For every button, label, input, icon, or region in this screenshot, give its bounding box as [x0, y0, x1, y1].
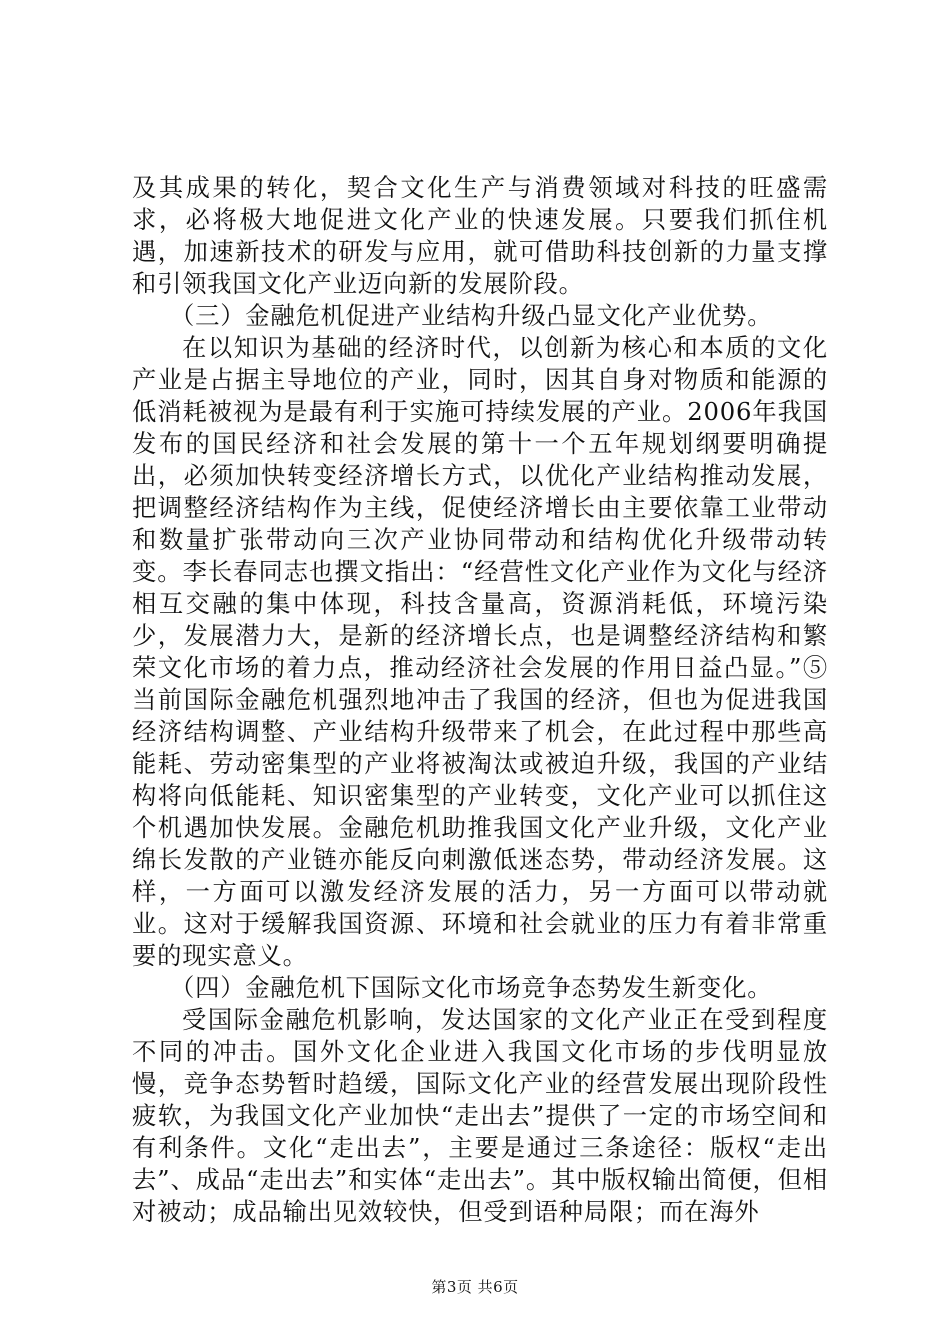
section-heading-4: （四）金融危机下国际文化市场竞争态势发生新变化。 [170, 973, 773, 1002]
paragraph-section-3-body: 在以知识为基础的经济时代，以创新为核心和本质的文化产业是占据主导地位的产业，同时，因其自身对物质和能源的低消耗被视为是最有利于实施可持续发展的产业。2006年我国发布的国民经济和社会发展的第十一个五年规划纲要明确提出，必须加快转变经济增长方式，以优化产业结构推动发展，把调整经济结构作为主线，促使经济增长由主要依靠工业带动和数量扩张带动向三次产业协同带动和结构优化升级带动转变。李长春同志也撰文指出：“经营性文化产业作为文化与经济相互交融的集中体现，科技含量高，资源消耗低，环境污染少，发展潜力大，是新的经济增长点，也是调整经济结构和繁荣文化市场的着力点，推动经济社会发展的作用日益凸显。”⑤当前国际金融危机强烈地冲击了我国的经济，但也为促进我国经济结构调整、产业结构升级带来了机会，在此过程中那些高能耗、劳动密集型的产业将被淘汰或被迫升级，我国的产业结构将向低能耗、知识密集型的产业转变，文化产业可以抓住这个机遇加快发展。金融危机助推我国文化产业升级，文化产业绵长发散的产业链亦能反向刺激低迷态势，带动经济发展。这样，一方面可以激发经济发展的活力，另一方面可以带动就业。这对于缓解我国资源、环境和社会就业的压力有着非常重要的现实意义。 [132, 333, 828, 970]
paragraph-continuation: 及其成果的转化，契合文化生产与消费领域对科技的旺盛需求，必将极大地促进文化产业的快速发展。只要我们抓住机遇，加速新技术的研发与应用，就可借助科技创新的力量支撑和引领我国文化产业迈向新的发展阶段。 [132, 173, 828, 298]
paragraph-section-4-body: 受国际金融危机影响，发达国家的文化产业正在受到程度不同的冲击。国外文化企业进入我国文化市场的步伐明显放慢，竞争态势暂时趋缓，国际文化产业的经营发展出现阶段性疲软，为我国文化产业加快“走出去”提供了一定的市场空间和有利条件。文化“走出去”，主要是通过三条途径：版权“走出去”、成品“走出去”和实体“走出去”。其中版权输出简便，但相对被动；成品输出见效较快，但受到语种局限；而在海外 [132, 1005, 828, 1226]
page-number-footer: 第3页 共6页 [431, 1278, 519, 1296]
section-heading-3: （三）金融危机促进产业结构升级凸显文化产业优势。 [170, 301, 773, 330]
document-body [132, 172, 828, 1228]
